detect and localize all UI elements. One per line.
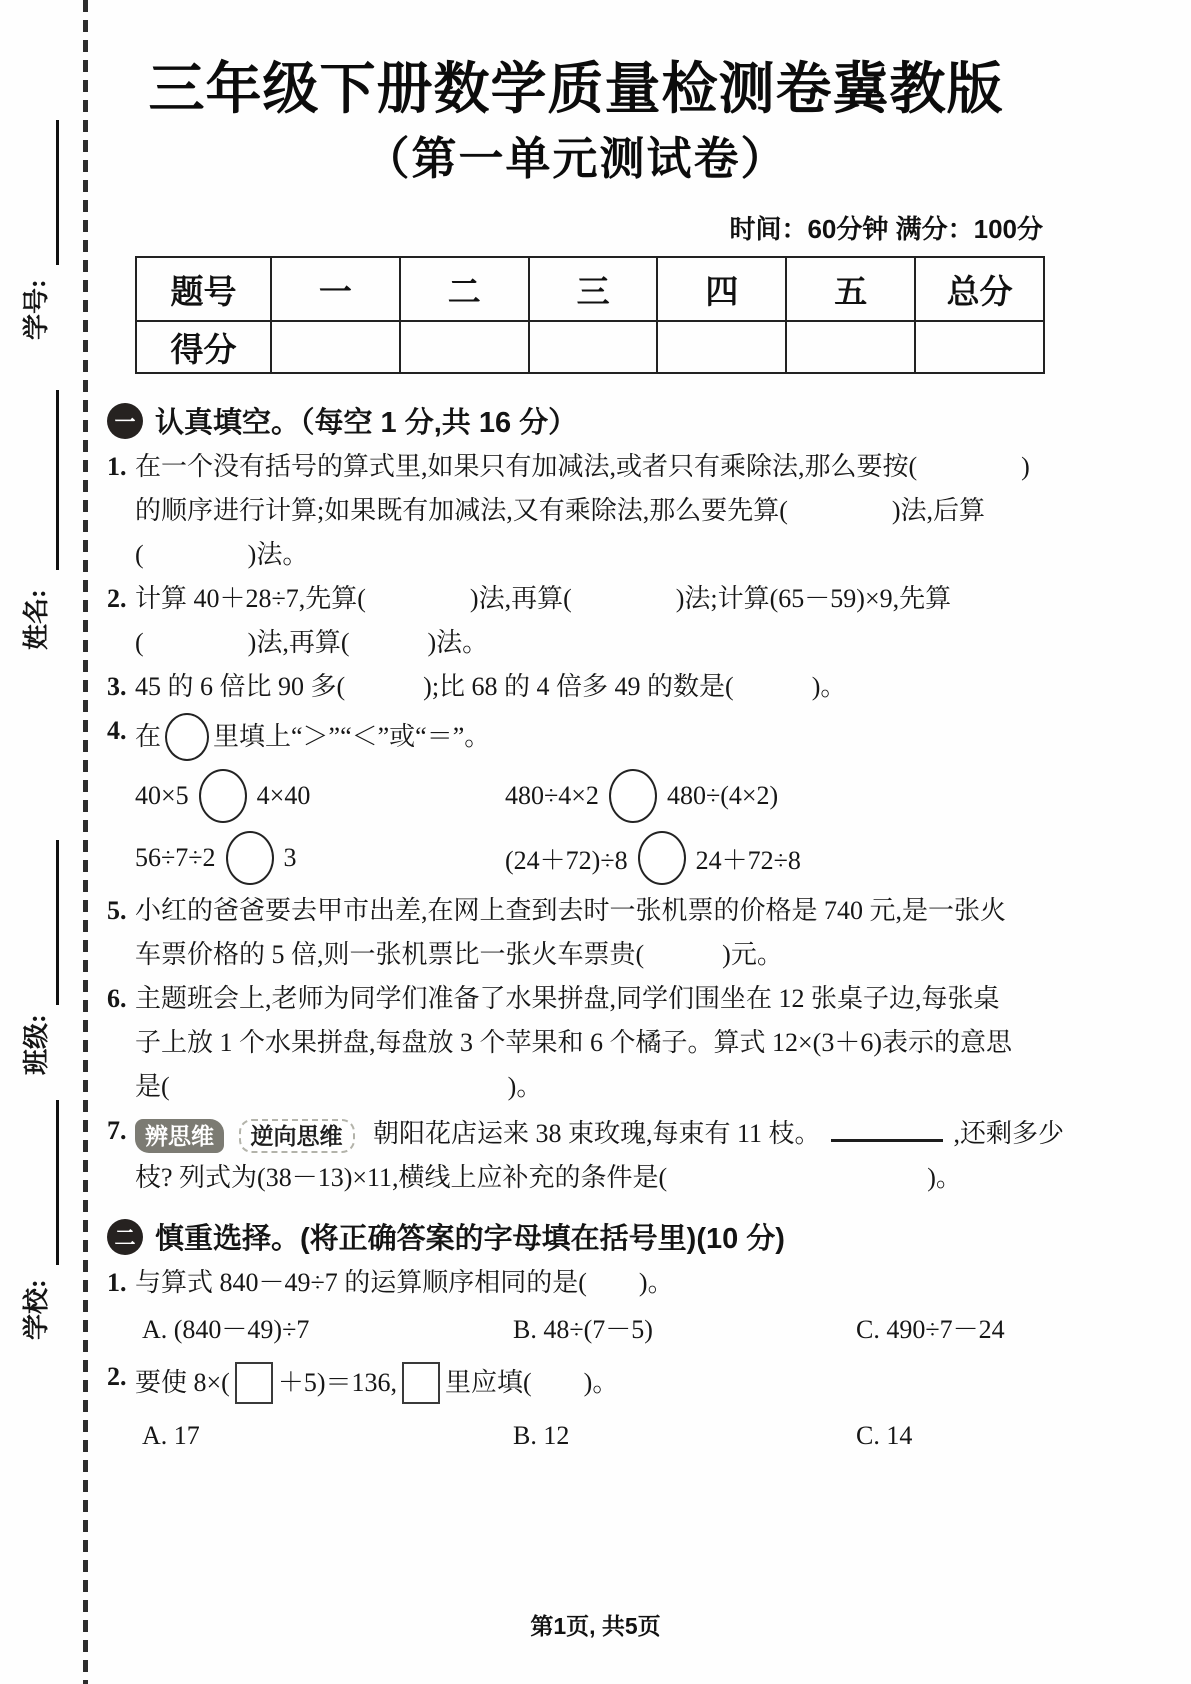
page-footer: 第1页, 共5页 [530, 1613, 661, 1639]
s1-q2-number: 2. [107, 584, 127, 614]
s2-q1-options [107, 1307, 1045, 1353]
time-fullscore-info: 时间：60分钟 满分：100分 [729, 214, 1043, 245]
s1-q4-number: 4. [107, 716, 127, 746]
score-table-header-4: 四 [657, 257, 786, 321]
s1-q4-expr-left [135, 769, 505, 823]
s1-q4-expr-right [505, 769, 778, 823]
s1-q4-text-pre: 在 [135, 722, 162, 752]
school-write-line [56, 1100, 59, 1265]
s1-q5-line1 [107, 889, 1045, 933]
comparison-circle [226, 831, 274, 885]
class-write-line [56, 840, 59, 1005]
s1-q2-line1 [107, 577, 1045, 621]
s1-q7-text1: 朝阳花店运来 38 束玫瑰,每束有 11 枝。 [373, 1119, 821, 1149]
s1-q6-line3 [107, 1065, 1045, 1109]
option-b: B. 48÷(7－5) [513, 1315, 653, 1345]
s2-q1-number: 1. [107, 1268, 127, 1298]
expr-text: (24＋72)÷8 [505, 845, 628, 875]
option-a: A. 17 [142, 1421, 200, 1451]
option-c: C. 490÷7－24 [856, 1315, 1005, 1345]
section1-heading [107, 400, 1045, 441]
score-cell-empty [657, 321, 786, 373]
score-cell-empty [271, 321, 400, 373]
s1-q4-row2 [107, 827, 1045, 889]
option-c: C. 14 [856, 1421, 913, 1451]
score-row-label: 得分 [136, 321, 271, 373]
score-table-header-3: 三 [529, 257, 658, 321]
score-table-header-row [136, 257, 1044, 321]
s1-q6-number: 6. [107, 984, 127, 1014]
s1-q1-text2: 的顺序进行计算;如果既有加减法,又有乘除法,那么要先算( )法,后算 [135, 496, 986, 526]
score-table-header-1: 一 [271, 257, 400, 321]
s2-q2-text1: 要使 8×( [135, 1368, 230, 1398]
blank-underline [831, 1109, 943, 1142]
expr-text: 4×40 [256, 781, 311, 811]
s2-q2-options [107, 1413, 1045, 1459]
section2-heading [107, 1216, 1045, 1257]
expr-text: 56÷7÷2 [135, 843, 216, 873]
s1-q1-line1 [107, 445, 1045, 489]
score-table-header-5: 五 [786, 257, 915, 321]
thinking-skill-badge: 辨思维 [135, 1119, 224, 1153]
s1-q1-number: 1. [107, 452, 127, 482]
s1-q5-number: 5. [107, 896, 127, 926]
comparison-circle [165, 713, 209, 761]
class-label: 班级: [22, 1014, 51, 1075]
option-a: A. (840－49)÷7 [142, 1315, 310, 1345]
s1-q1-text3: ( )法。 [135, 540, 309, 570]
score-table-header-2: 二 [400, 257, 529, 321]
binding-dashed-line [83, 0, 88, 1684]
s1-q7-text2: ,还剩多少 [953, 1119, 1065, 1149]
s1-q3-line1 [107, 665, 1045, 709]
s1-q4-expr-right [505, 831, 801, 885]
expr-text: 24＋72÷8 [695, 845, 801, 875]
s1-q6-text2: 子上放 1 个水果拼盘,每盘放 3 个苹果和 6 个橘子。算式 12×(3＋6)表示的意思 [135, 1028, 1012, 1058]
s2-q2-line1 [107, 1355, 1045, 1411]
option-b: B. 12 [513, 1421, 570, 1451]
s1-q1-line3 [107, 533, 1045, 577]
s1-q6-text1: 主题班会上,老师为同学们准备了水果拼盘,同学们围坐在 12 张桌子边,每张桌 [135, 984, 1000, 1014]
s1-q5-text1: 小红的爸爸要去甲市出差,在网上查到去时一张机票的价格是 740 元,是一张火 [135, 896, 1007, 926]
score-cell-empty [400, 321, 529, 373]
section2-number-icon: 二 [107, 1219, 143, 1255]
section2-title: 慎重选择。(将正确答案的字母填在括号里)(10 分) [155, 1223, 785, 1256]
s1-q1-line2 [107, 489, 1045, 533]
page-title: 三年级下册数学质量检测卷冀教版 [148, 57, 1004, 120]
s2-q1-line1 [107, 1261, 1045, 1305]
s1-q5-text2: 车票价格的 5 倍,则一张机票比一张火车票贵( )元。 [135, 940, 783, 970]
comparison-circle [199, 769, 247, 823]
s1-q4-expr-left [135, 831, 505, 885]
score-table-corner-cell: 题号 [136, 257, 271, 321]
s1-q2-line2 [107, 621, 1045, 665]
name-write-line [56, 390, 59, 570]
s1-q5-line2 [107, 933, 1045, 977]
s1-q3-number: 3. [107, 672, 127, 702]
s1-q2-text2: ( )法,再算( )法。 [135, 628, 489, 658]
s2-q2-text3: 里应填( )。 [445, 1368, 619, 1398]
expr-text: 3 [283, 843, 297, 873]
s1-q2-text1: 计算 40＋28÷7,先算( )法,再算( )法;计算(65－59)×9,先算 [135, 584, 952, 614]
s1-q4-text-post: 里填上“＞”“＜”或“＝”。 [213, 722, 491, 752]
s1-q6-line1 [107, 977, 1045, 1021]
s1-q6-text3: 是( )。 [135, 1072, 543, 1102]
answer-box [235, 1362, 273, 1404]
score-table-score-row [136, 321, 1044, 373]
s2-q2-text2: ＋5)＝136, [277, 1368, 397, 1398]
s1-q3-text: 45 的 6 倍比 90 多( );比 68 的 4 倍多 49 的数是( )。 [135, 672, 847, 702]
s1-q7-number: 7. [107, 1116, 127, 1146]
s1-q1-text1: 在一个没有括号的算式里,如果只有加减法,或者只有乘除法,那么要按( ) [135, 452, 1030, 482]
school-label: 学校: [22, 1279, 51, 1340]
score-cell-empty [915, 321, 1044, 373]
student-no-label: 学号: [22, 279, 51, 340]
section1-title: 认真填空。（每空 1 分,共 16 分） [155, 407, 578, 440]
s1-q6-line2 [107, 1021, 1045, 1065]
paper-content [107, 0, 1065, 1459]
score-cell-empty [529, 321, 658, 373]
reverse-thinking-badge: 逆向思维 [239, 1119, 355, 1153]
expr-text: 480÷(4×2) [666, 781, 779, 811]
student-no-write-line [56, 120, 59, 265]
expr-text: 40×5 [135, 781, 189, 811]
comparison-circle [609, 769, 657, 823]
score-table-header-total: 总分 [915, 257, 1044, 321]
s2-q2-number: 2. [107, 1362, 127, 1392]
s1-q7-line2 [107, 1156, 1045, 1200]
score-table [135, 256, 1045, 374]
s1-q4-intro [107, 709, 1045, 765]
section1-number-icon: 一 [107, 403, 143, 439]
answer-box [402, 1362, 440, 1404]
s1-q4-row1 [107, 765, 1045, 827]
page-subtitle: （第一单元测试卷） [364, 133, 788, 185]
comparison-circle [638, 831, 686, 885]
score-cell-empty [786, 321, 915, 373]
name-label: 姓名: [22, 589, 51, 650]
s1-q7-line1 [107, 1109, 1065, 1156]
s1-q7-text3: 枝? 列式为(38－13)×11,横线上应补充的条件是( )。 [135, 1163, 962, 1193]
s2-q1-text: 与算式 840－49÷7 的运算顺序相同的是( )。 [135, 1268, 674, 1298]
expr-text: 480÷4×2 [505, 781, 599, 811]
